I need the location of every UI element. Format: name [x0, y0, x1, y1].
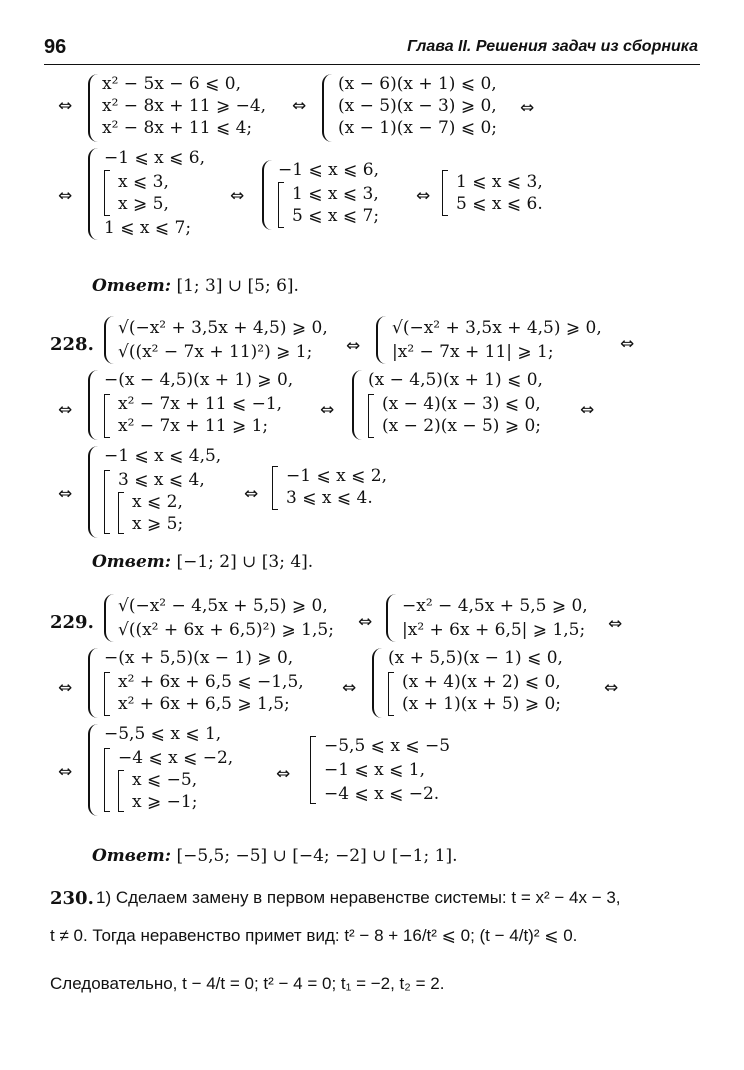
inequality: −5,5 ⩽ x ⩽ −5 — [324, 736, 451, 756]
inequality: √(−x² + 3,5x + 4,5) ⩾ 0, — [118, 318, 328, 338]
answer-value: [1; 3] ∪ [5; 6]. — [176, 276, 299, 296]
set-bracket — [104, 672, 110, 716]
inequality: 5 ⩽ x ⩽ 7; — [292, 206, 380, 226]
inequality: 1 ⩽ x ⩽ 7; — [104, 218, 192, 238]
inequality: x ⩾ −1; — [132, 792, 198, 812]
header-divider — [44, 64, 700, 65]
inequality: x² − 7x + 11 ⩾ 1; — [118, 416, 269, 436]
inequality: −1 ⩽ x ⩽ 6, — [104, 148, 205, 168]
equiv-symbol: ⇔ — [346, 336, 361, 356]
set-bracket — [368, 394, 374, 438]
paragraph-line: 1) Сделаем замену в первом неравенстве системы: t = x² − 4x − 3, — [96, 888, 621, 907]
inequality: (x − 5)(x − 3) ⩾ 0, — [338, 96, 497, 116]
inequality: x² + 6x + 6,5 ⩾ 1,5; — [118, 694, 290, 714]
answer — [92, 552, 313, 572]
inequality: −1 ⩽ x ⩽ 4,5, — [104, 446, 222, 466]
inequality: (x + 1)(x + 5) ⩾ 0; — [402, 694, 562, 714]
set-bracket — [310, 736, 316, 804]
inequality: √((x² − 7x + 11)²) ⩾ 1; — [118, 342, 313, 362]
inequality: x ⩽ 2, — [132, 492, 183, 512]
equiv-symbol: ⇔ — [58, 484, 73, 504]
equiv-symbol: ⇔ — [58, 678, 73, 698]
answer-value: [−1; 2] ∪ [3; 4]. — [176, 552, 314, 572]
inequality: −x² − 4,5x + 5,5 ⩾ 0, — [402, 596, 588, 616]
inequality: x² − 8x + 11 ⩽ 4; — [102, 118, 253, 138]
inequality: (x − 4)(x − 3) ⩽ 0, — [382, 394, 541, 414]
inequality: (x − 4,5)(x + 1) ⩽ 0, — [368, 370, 543, 390]
paragraph-line: t ≠ 0. Тогда неравенство примет вид: t² − 8 + 16/t² ⩽ 0; (t − 4/t)² ⩽ 0. — [50, 926, 578, 945]
inner-set-bracket — [118, 770, 124, 812]
equiv-symbol: ⇔ — [520, 98, 535, 118]
problem-number: 228. — [50, 334, 94, 355]
set-bracket — [104, 170, 110, 216]
system-brace — [88, 446, 98, 538]
set-bracket — [442, 170, 448, 216]
equiv-symbol: ⇔ — [58, 400, 73, 420]
system-brace — [104, 594, 114, 642]
inner-set-bracket — [118, 492, 124, 534]
inequality: −1 ⩽ x ⩽ 2, — [286, 466, 387, 486]
inequality: (x − 2)(x − 5) ⩾ 0; — [382, 416, 542, 436]
chapter-title: Глава II. Решения задач из сборника — [407, 38, 698, 55]
equiv-symbol: ⇔ — [358, 612, 373, 632]
set-bracket — [388, 672, 394, 716]
answer — [92, 846, 457, 866]
inequality: 3 ⩽ x ⩽ 4. — [286, 488, 373, 508]
equiv-symbol: ⇔ — [342, 678, 357, 698]
inequality: √(−x² − 4,5x + 5,5) ⩾ 0, — [118, 596, 328, 616]
inequality: x² − 5x − 6 ⩽ 0, — [102, 74, 241, 94]
answer-value: [−5,5; −5] ∪ [−4; −2] ∪ [−1; 1]. — [176, 846, 458, 866]
set-bracket — [104, 748, 110, 812]
system-brace — [262, 160, 272, 230]
equiv-symbol: ⇔ — [292, 96, 307, 116]
inequality: x ⩾ 5; — [132, 514, 184, 534]
equiv-symbol: ⇔ — [58, 762, 73, 782]
inequality: (x + 4)(x + 2) ⩽ 0, — [402, 672, 561, 692]
equiv-symbol: ⇔ — [230, 186, 245, 206]
inequality: |x² − 7x + 11| ⩾ 1; — [392, 342, 554, 362]
page-number: 96 — [44, 36, 67, 58]
inequality: −(x + 5,5)(x − 1) ⩾ 0, — [104, 648, 294, 668]
answer-label: Ответ: — [92, 846, 172, 866]
inequality: (x − 1)(x − 7) ⩽ 0; — [338, 118, 498, 138]
inequality: 1 ⩽ x ⩽ 3, — [456, 172, 543, 192]
inequality: x ⩾ 5, — [118, 194, 169, 214]
answer-label: Ответ: — [92, 276, 172, 296]
equiv-symbol: ⇔ — [58, 96, 73, 116]
system-brace — [88, 370, 98, 440]
system-brace — [372, 648, 382, 718]
inequality: −1 ⩽ x ⩽ 1, — [324, 760, 425, 780]
system-brace — [88, 724, 98, 816]
inequality: 3 ⩽ x ⩽ 4, — [118, 470, 205, 490]
set-bracket — [278, 182, 284, 228]
inequality: −(x − 4,5)(x + 1) ⩾ 0, — [104, 370, 294, 390]
inequality: x ⩽ −5, — [132, 770, 198, 790]
inequality: −4 ⩽ x ⩽ −2, — [118, 748, 234, 768]
equiv-symbol: ⇔ — [580, 400, 595, 420]
equiv-symbol: ⇔ — [608, 614, 623, 634]
set-bracket — [272, 466, 278, 510]
inequality: −1 ⩽ x ⩽ 6, — [278, 160, 379, 180]
inequality: √((x² + 6x + 6,5)²) ⩾ 1,5; — [118, 620, 334, 640]
inequality: x² + 6x + 6,5 ⩽ −1,5, — [118, 672, 304, 692]
answer-label: Ответ: — [92, 552, 172, 572]
equiv-symbol: ⇔ — [244, 484, 259, 504]
equiv-symbol: ⇔ — [620, 334, 635, 354]
set-bracket — [104, 470, 110, 534]
inequality: x² − 7x + 11 ⩽ −1, — [118, 394, 283, 414]
system-brace — [322, 74, 332, 142]
equiv-symbol: ⇔ — [320, 400, 335, 420]
system-brace — [88, 74, 98, 142]
system-brace — [104, 316, 114, 364]
inequality: 1 ⩽ x ⩽ 3, — [292, 184, 379, 204]
inequality: −5,5 ⩽ x ⩽ 1, — [104, 724, 222, 744]
inequality: |x² + 6x + 6,5| ⩾ 1,5; — [402, 620, 586, 640]
equiv-symbol: ⇔ — [58, 186, 73, 206]
inequality: (x + 5,5)(x − 1) ⩽ 0, — [388, 648, 563, 668]
system-brace — [88, 148, 98, 240]
problem-number: 229. — [50, 612, 94, 633]
problem-number: 230. — [50, 888, 94, 909]
inequality: (x − 6)(x + 1) ⩽ 0, — [338, 74, 497, 94]
inequality: x² − 8x + 11 ⩾ −4, — [102, 96, 267, 116]
inequality: x ⩽ 3, — [118, 172, 169, 192]
inequality: −4 ⩽ x ⩽ −2. — [324, 784, 440, 804]
equiv-symbol: ⇔ — [416, 186, 431, 206]
inequality: √(−x² + 3,5x + 4,5) ⩾ 0, — [392, 318, 602, 338]
system-brace — [376, 316, 386, 364]
system-brace — [386, 594, 396, 642]
set-bracket — [104, 394, 110, 438]
inequality: 5 ⩽ x ⩽ 6. — [456, 194, 543, 214]
system-brace — [88, 648, 98, 718]
equiv-symbol: ⇔ — [276, 764, 291, 784]
system-brace — [352, 370, 362, 440]
equiv-symbol: ⇔ — [604, 678, 619, 698]
paragraph-line: Следовательно, t − 4/t = 0; t² − 4 = 0; t₁ = −2, t₂ = 2. — [50, 974, 445, 993]
answer — [92, 276, 299, 296]
